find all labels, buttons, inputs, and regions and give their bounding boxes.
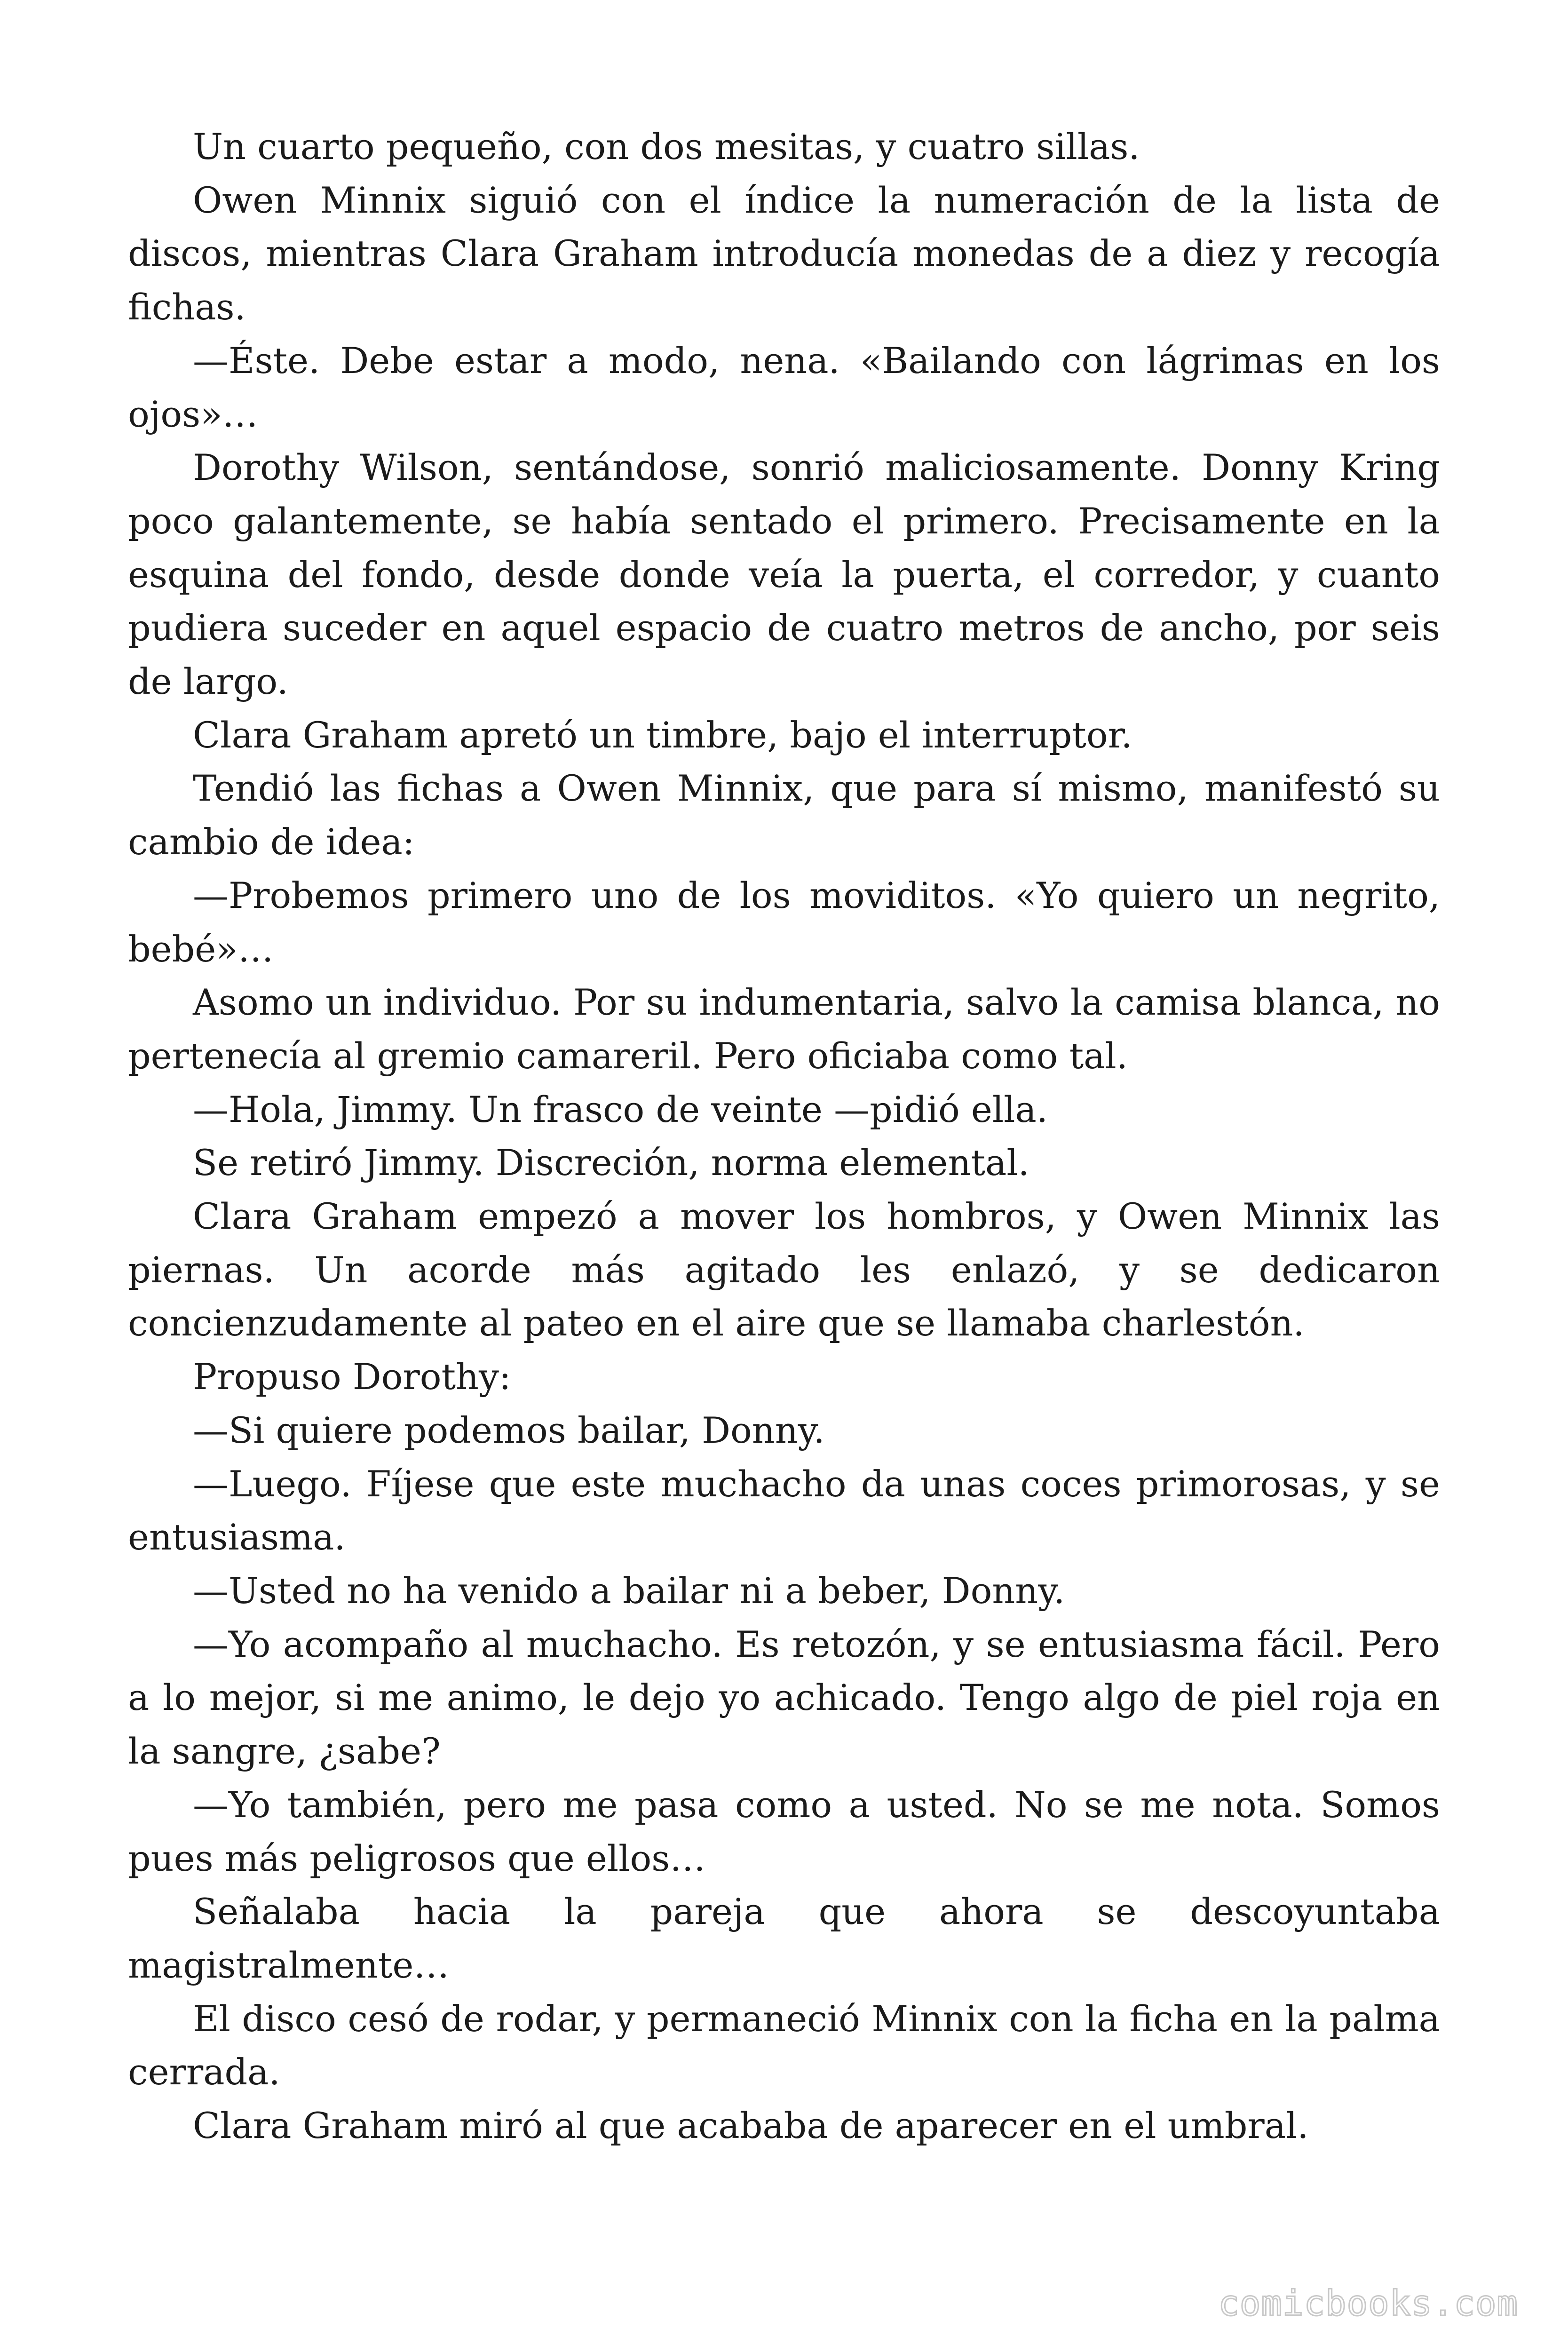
paragraph: —Usted no ha venido a bailar ni a beber, Donny.	[193, 1569, 1065, 1612]
paragraph: Se retiró Jimmy. Discreción, norma elemental.	[193, 1142, 1029, 1184]
paragraph: —Yo acompaño al muchacho. Es retozón, y se entusiasma fácil. Pero a lo mejor, si me animo, le dejo yo achicado. Tengo algo de piel roja en la sangre, ¿sabe?	[128, 1623, 1440, 1772]
paragraph: El disco cesó de rodar, y permaneció Minnix con la ficha en la palma cerrada.	[128, 1997, 1440, 2093]
paragraph: —Hola, Jimmy. Un frasco de veinte —pidió ella.	[193, 1088, 1048, 1130]
paragraph: Señalaba hacia la pareja que ahora se descoyuntaba magistralmente…	[128, 1891, 1440, 1986]
paragraph: Owen Minnix siguió con el índice la numeración de la lista de discos, mientras Clara Graham introducía monedas de a diez y recogía fichas.	[128, 179, 1440, 328]
paragraph: Clara Graham empezó a mover los hombros, y Owen Minnix las piernas. Un acorde más agitado les enlazó, y se dedicaron concienzudamente al pateo en el aire que se llamaba charlestón.	[128, 1195, 1440, 1344]
watermark-graphic	[1194, 2279, 1523, 2326]
paragraph: Asomo un individuo. Por su indumentaria, salvo la camisa blanca, no pertenecía al gremio camareril. Pero oficiaba como tal.	[128, 981, 1440, 1077]
paragraph: —Si quiere podemos bailar, Donny.	[193, 1409, 825, 1451]
paragraph: —Luego. Fíjese que este muchacho da unas coces primorosas, y se entusiasma.	[128, 1462, 1440, 1558]
paragraph: Clara Graham miró al que acababa de aparecer en el umbral.	[193, 2105, 1309, 2147]
paragraph: Dorothy Wilson, sentándose, sonrió maliciosamente. Donny Kring poco galantemente, se había sentado el primero. Precisamente en la esquina del fondo, desde donde veía la puerta, el corredor, y cuanto pudiera suceder en aquel espacio de cuatro metros de ancho, por seis de largo.	[128, 446, 1440, 703]
body-text	[128, 120, 1440, 2153]
paragraph: Tendió las fichas a Owen Minnix, que para sí mismo, manifestó su cambio de idea:	[128, 767, 1440, 863]
paragraph: —Éste. Debe estar a modo, nena. «Bailando con lágrimas en los ojos»…	[128, 339, 1440, 435]
svg-text:comicbooks.com: comicbooks.com	[1218, 2283, 1518, 2324]
watermark-logo	[1194, 2279, 1523, 2326]
paragraph: Un cuarto pequeño, con dos mesitas, y cuatro sillas.	[193, 126, 1140, 167]
paragraph: —Yo también, pero me pasa como a usted. No se me nota. Somos pues más peligrosos que ellos…	[128, 1783, 1440, 1879]
paragraph: Propuso Dorothy:	[193, 1356, 511, 1398]
paragraph: Clara Graham apretó un timbre, bajo el interruptor.	[193, 714, 1132, 756]
paragraph: —Probemos primero uno de los moviditos. «Yo quiero un negrito, bebé»…	[128, 874, 1440, 970]
